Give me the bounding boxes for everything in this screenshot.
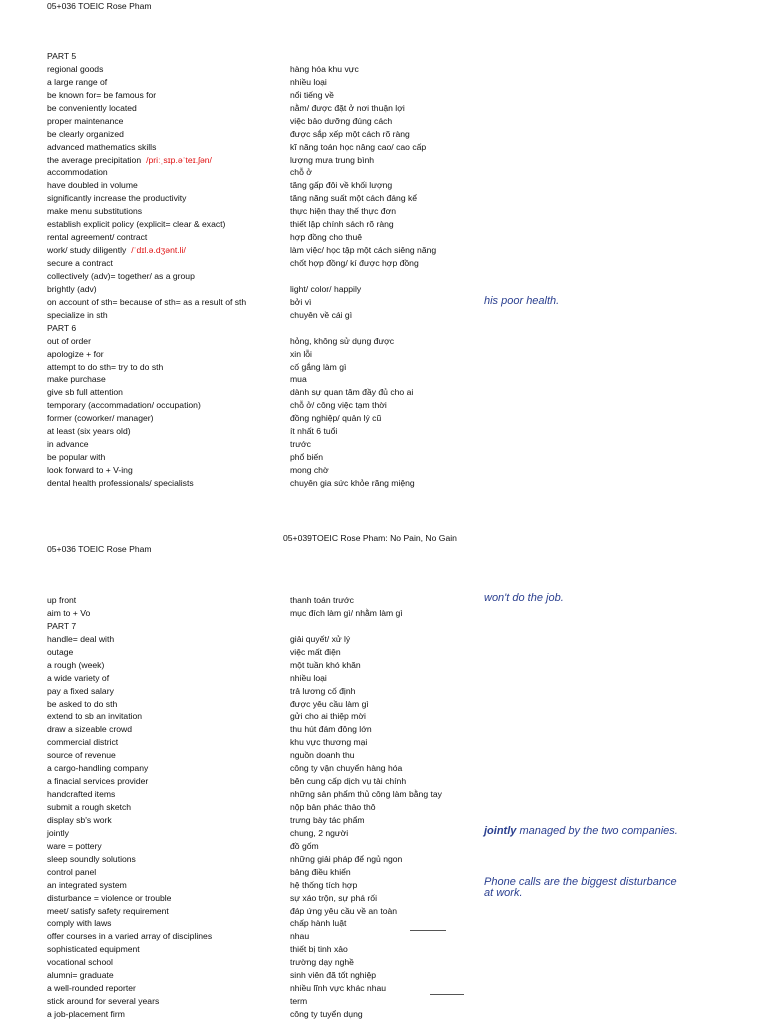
vocab-row xyxy=(47,685,767,698)
vocab-translation: trả lương cố định xyxy=(290,685,356,696)
vocab-translation: chốt hợp đồng/ kí được hợp đồng xyxy=(290,258,419,268)
vocab-translation: thu hút đám đông lớn xyxy=(290,724,372,735)
vocab-translation: cố gắng làm gì xyxy=(290,361,347,372)
vocab-term: establish explicit policy (explicit= clear & exact) xyxy=(47,219,226,230)
vocab-term: accommodation xyxy=(47,167,108,178)
vocab-term: handle= deal with xyxy=(47,633,115,644)
vocab-term: an integrated system xyxy=(47,879,127,890)
vocab-translation: nhiều loại xyxy=(290,672,327,683)
vocab-term: vocational school xyxy=(47,957,113,968)
vocab-translation: bởi vì xyxy=(290,296,312,307)
vocab-term: out of order xyxy=(47,335,91,346)
vocab-translation: nhau xyxy=(290,931,310,942)
vocab-row xyxy=(47,788,767,801)
vocab-row xyxy=(47,723,767,736)
vocab-term: in advance xyxy=(47,439,89,450)
vocab-term: a large range of xyxy=(47,76,108,87)
vocab-translation: mong chờ xyxy=(290,465,329,475)
vocab-term: a finacial services provider xyxy=(47,776,149,787)
vocab-term: sleep soundly solutions xyxy=(47,853,136,864)
vocab-term: source of revenue xyxy=(47,750,116,761)
vocab-translation: nhiều lĩnh vực khác nhau xyxy=(290,983,387,994)
vocab-translation: chỗ ở xyxy=(290,167,312,178)
vocab-row xyxy=(47,749,767,762)
vocab-row xyxy=(47,296,767,309)
vocab-row xyxy=(47,930,767,943)
vocab-row xyxy=(47,464,767,477)
vocab-term: brightly (adv) xyxy=(47,283,97,294)
vocab-translation: được yêu cầu làm gì xyxy=(290,698,369,709)
vocab-translation: tăng gấp đôi về khối lượng xyxy=(290,180,393,191)
vocab-translation: lượng mưa trung bình xyxy=(290,154,375,165)
vocab-translation: nhiều loại xyxy=(290,76,327,87)
example-note-jointly-rest: managed by the two companies. xyxy=(516,825,678,837)
vocab-row xyxy=(47,63,767,76)
vocab-translation: trường dạy nghề xyxy=(290,957,354,968)
vocab-translation: được sắp xếp một cách rõ ràng xyxy=(290,128,410,139)
vocab-term: a well-rounded reporter xyxy=(47,983,136,994)
vocab-row xyxy=(47,762,767,775)
vocab-term: former (coworker/ manager) xyxy=(47,413,154,424)
example-note-disturbance-line2: at work. xyxy=(484,887,523,899)
vocab-row xyxy=(47,141,767,154)
vocab-translation: mua xyxy=(290,374,307,385)
vocab-term: display sb's work xyxy=(47,814,112,825)
vocab-row xyxy=(47,205,767,218)
vocab-term: PART 6 xyxy=(47,322,77,333)
vocab-row xyxy=(47,76,767,89)
vocab-term: outage xyxy=(47,646,74,657)
vocab-row xyxy=(47,425,767,438)
vocab-term: up front xyxy=(47,595,77,605)
vocab-term: the average precipitation xyxy=(47,154,142,165)
vocab-term: at least (six years old) xyxy=(47,426,131,437)
vocab-term: jointly xyxy=(47,827,69,838)
vocab-row xyxy=(47,386,767,399)
vocab-term: significantly increase the productivity xyxy=(47,193,187,204)
vocab-translation: hỏng, không sử dụng được xyxy=(290,335,395,346)
vocab-translation: bên cung cấp dịch vụ tài chính xyxy=(290,776,407,787)
vocab-row xyxy=(47,179,767,192)
vocab-translation: phổ biến xyxy=(290,452,323,463)
vocab-term: comply with laws xyxy=(47,918,112,929)
vocab-translation: kĩ năng toán học nâng cao/ cao cấp xyxy=(290,141,427,152)
example-note-jointly xyxy=(484,825,678,838)
vocab-term: regional goods xyxy=(47,63,104,74)
vocab-term: submit a rough sketch xyxy=(47,802,132,812)
vocab-row xyxy=(47,154,767,167)
vocab-translation: chuyên về cái gì xyxy=(290,309,353,320)
vocab-term: look forward to + V-ing xyxy=(47,465,133,475)
vocab-translation: xin lỗi xyxy=(290,348,312,359)
vocab-term: PART 5 xyxy=(47,51,77,61)
vocab-term: give sb full attention xyxy=(47,387,123,398)
vocab-row xyxy=(47,270,767,283)
vocab-row xyxy=(47,89,767,102)
vocab-row xyxy=(47,672,767,685)
vocab-term: be clearly organized xyxy=(47,128,124,139)
vocab-term: make menu substitutions xyxy=(47,206,143,217)
vocab-row xyxy=(47,905,767,918)
vocab-term: disturbance = violence or trouble xyxy=(47,892,172,903)
vocab-row xyxy=(47,115,767,128)
vocab-term: proper maintenance xyxy=(47,115,124,126)
vocab-translation: khu vực thương mại xyxy=(290,737,368,748)
vocab-term: stick around for several years xyxy=(47,996,160,1007)
vocab-term: a cargo-handling company xyxy=(47,763,149,774)
vocab-row xyxy=(47,451,767,464)
vocab-row xyxy=(47,646,767,659)
vocab-row xyxy=(47,620,767,633)
vocab-translation: một tuần khó khăn xyxy=(290,659,361,670)
vocab-term: secure a contract xyxy=(47,258,113,268)
vocab-translation: chuyên gia sức khỏe răng miệng xyxy=(290,477,415,488)
overflow-mark xyxy=(410,930,446,931)
vocab-term: be asked to do sth xyxy=(47,698,118,709)
vocab-translation: thiết lập chính sách rõ ràng xyxy=(290,219,394,230)
vocab-term: handcrafted items xyxy=(47,789,116,800)
example-note-jointly-keyword: jointly xyxy=(484,825,517,837)
vocab-translation: tăng năng suất một cách đáng kể xyxy=(290,193,418,204)
vocab-translation: sự xáo trộn, sự phá rối xyxy=(290,892,377,903)
vocab-ipa: /ˈdɪl.ə.dʒənt.li/ xyxy=(131,245,186,256)
vocab-term: draw a sizeable crowd xyxy=(47,724,133,735)
vocab-row xyxy=(47,840,767,853)
vocab-term: rental agreement/ contract xyxy=(47,232,148,243)
vocab-row xyxy=(47,335,767,348)
vocab-translation: nổi tiếng về xyxy=(290,89,334,100)
vocab-term: commercial district xyxy=(47,737,119,748)
vocab-row xyxy=(47,956,767,969)
vocab-row xyxy=(47,1008,767,1021)
vocab-translation: những giải pháp để ngủ ngon xyxy=(290,853,403,864)
vocab-translation: hàng hóa khu vực xyxy=(290,63,359,74)
vocab-term: advanced mathematics skills xyxy=(47,141,157,152)
vocab-translation: việc bảo dưỡng đúng cách xyxy=(290,115,393,126)
vocab-term-wrap xyxy=(47,244,186,257)
example-note-poor-health: his poor health. xyxy=(484,295,560,307)
vocab-row xyxy=(47,438,767,451)
vocab-row xyxy=(47,995,767,1008)
vocab-translation: term xyxy=(290,996,308,1007)
vocab-row xyxy=(47,348,767,361)
vocab-row xyxy=(47,853,767,866)
vocab-translation: bảng điều khiển xyxy=(290,866,351,877)
vocab-row xyxy=(47,218,767,231)
vocab-row xyxy=(47,659,767,672)
vocab-translation: chỗ ở/ công việc tạm thời xyxy=(290,400,387,411)
vocab-term: dental health professionals/ specialists xyxy=(47,477,194,488)
vocab-term: meet/ satisfy safety requirement xyxy=(47,905,169,916)
vocab-term: temporary (accommadation/ occupation) xyxy=(47,400,201,411)
vocab-term: ware = pottery xyxy=(47,840,102,851)
vocab-row xyxy=(47,166,767,179)
page-header-left: 05+036 TOEIC Rose Pham xyxy=(47,544,152,554)
vocab-translation: nộp bản phác thảo thô xyxy=(290,802,376,812)
vocab-translation: làm việc/ học tập một cách siêng năng xyxy=(290,245,437,256)
vocab-row xyxy=(47,607,767,620)
vocab-translation: nguồn doanh thu xyxy=(290,750,355,761)
vocab-translation: thiết bị tinh xảo xyxy=(290,944,348,955)
vocab-translation: gửi cho ai thiệp mời xyxy=(290,711,366,722)
vocab-row xyxy=(47,943,767,956)
example-note-disturbance-line1: Phone calls are the biggest disturbance xyxy=(484,876,677,888)
vocab-translation: light/ color/ happily xyxy=(290,283,362,294)
vocab-translation: đồ gốm xyxy=(290,840,319,851)
vocab-row xyxy=(47,982,767,995)
vocab-row xyxy=(47,128,767,141)
vocab-translation: những sản phẩm thủ công làm bằng tay xyxy=(290,789,442,800)
vocab-term: work/ study diligently xyxy=(47,245,127,256)
vocab-translation: công ty tuyển dụng xyxy=(290,1009,363,1019)
vocab-term: PART 7 xyxy=(47,620,77,631)
vocab-translation: trước xyxy=(290,439,311,450)
example-note-wont-do: won't do the job. xyxy=(484,592,564,604)
vocab-row xyxy=(47,710,767,723)
vocab-row xyxy=(47,399,767,412)
vocab-row xyxy=(47,969,767,982)
example-note-disturbance xyxy=(484,876,714,903)
page-header-right: 05+039TOEIC Rose Pham: No Pain, No Gain xyxy=(283,533,457,543)
vocab-row xyxy=(47,50,767,63)
vocab-term: pay a fixed salary xyxy=(47,685,114,696)
vocab-term: attempt to do sth= try to do sth xyxy=(47,361,164,372)
vocab-row xyxy=(47,698,767,711)
vocab-term: sophisticated equipment xyxy=(47,944,140,955)
vocab-row xyxy=(47,917,767,930)
vocab-section-part7 xyxy=(47,594,767,1021)
vocab-translation: nằm/ được đặt ở nơi thuận lợi xyxy=(290,102,405,113)
vocab-translation: giải quyết/ xử lý xyxy=(290,633,351,644)
vocab-translation: trưng bày tác phẩm xyxy=(290,814,365,825)
vocab-row xyxy=(47,257,767,270)
vocab-term: a wide variety of xyxy=(47,672,110,683)
vocab-term: extend to sb an invitation xyxy=(47,711,143,722)
vocab-translation: mục đích làm gì/ nhằm làm gì xyxy=(290,607,403,618)
vocab-row xyxy=(47,322,767,335)
vocab-row xyxy=(47,244,767,257)
vocab-row xyxy=(47,775,767,788)
vocab-row xyxy=(47,192,767,205)
vocab-translation: hợp đồng cho thuê xyxy=(290,232,363,243)
vocab-translation: việc mất điện xyxy=(290,646,341,657)
vocab-translation: đồng nghiệp/ quản lý cũ xyxy=(290,413,382,424)
vocab-row xyxy=(47,283,767,296)
vocab-translation: chấp hành luật xyxy=(290,918,347,929)
vocab-row xyxy=(47,736,767,749)
vocab-translation: hệ thống tích hợp xyxy=(290,879,358,890)
overflow-mark xyxy=(430,994,464,995)
page-header-top: 05+036 TOEIC Rose Pham xyxy=(47,1,152,11)
vocab-term: a job-placement firm xyxy=(47,1009,125,1019)
vocab-term: on account of sth= because of sth= as a result of sth xyxy=(47,296,247,307)
vocab-row xyxy=(47,412,767,425)
vocab-term: collectively (adv)= together/ as a group xyxy=(47,270,195,281)
vocab-translation: công ty vận chuyển hàng hóa xyxy=(290,763,403,774)
vocab-ipa: /priːˌsɪp.əˈteɪ.ʃən/ xyxy=(146,154,212,165)
vocab-row xyxy=(47,594,767,607)
vocab-term: specialize in sth xyxy=(47,309,108,320)
vocab-term: offer courses in a varied array of disciplines xyxy=(47,931,213,942)
vocab-term: be known for= be famous for xyxy=(47,89,157,100)
vocab-translation: chung, 2 người xyxy=(290,827,349,838)
vocab-translation: thực hiện thay thế thực đơn xyxy=(290,206,397,217)
vocab-row xyxy=(47,102,767,115)
vocab-row xyxy=(47,231,767,244)
vocab-row xyxy=(47,309,767,322)
vocab-term: control panel xyxy=(47,866,97,877)
vocab-term: apologize + for xyxy=(47,348,104,359)
vocab-term: alumni= graduate xyxy=(47,970,114,981)
vocab-row xyxy=(47,373,767,386)
vocab-term: have doubled in volume xyxy=(47,180,138,191)
vocab-term: make purchase xyxy=(47,374,106,385)
vocab-term: be popular with xyxy=(47,452,106,463)
vocab-section-part5-6 xyxy=(47,50,767,490)
vocab-translation: dành sự quan tâm đầy đủ cho ai xyxy=(290,387,414,398)
vocab-translation: đáp ứng yêu cầu về an toàn xyxy=(290,905,398,916)
vocab-term-wrap xyxy=(47,154,212,167)
vocab-translation: thanh toán trước xyxy=(290,595,354,605)
vocab-term: be conveniently located xyxy=(47,102,137,113)
vocab-term: a rough (week) xyxy=(47,659,105,670)
vocab-row xyxy=(47,633,767,646)
vocab-term: aim to + Vo xyxy=(47,607,91,618)
vocab-translation: ít nhất 6 tuổi xyxy=(290,426,338,437)
vocab-row xyxy=(47,477,767,490)
vocab-translation: sinh viên đã tốt nghiệp xyxy=(290,970,377,981)
vocab-row xyxy=(47,361,767,374)
vocab-row xyxy=(47,801,767,814)
